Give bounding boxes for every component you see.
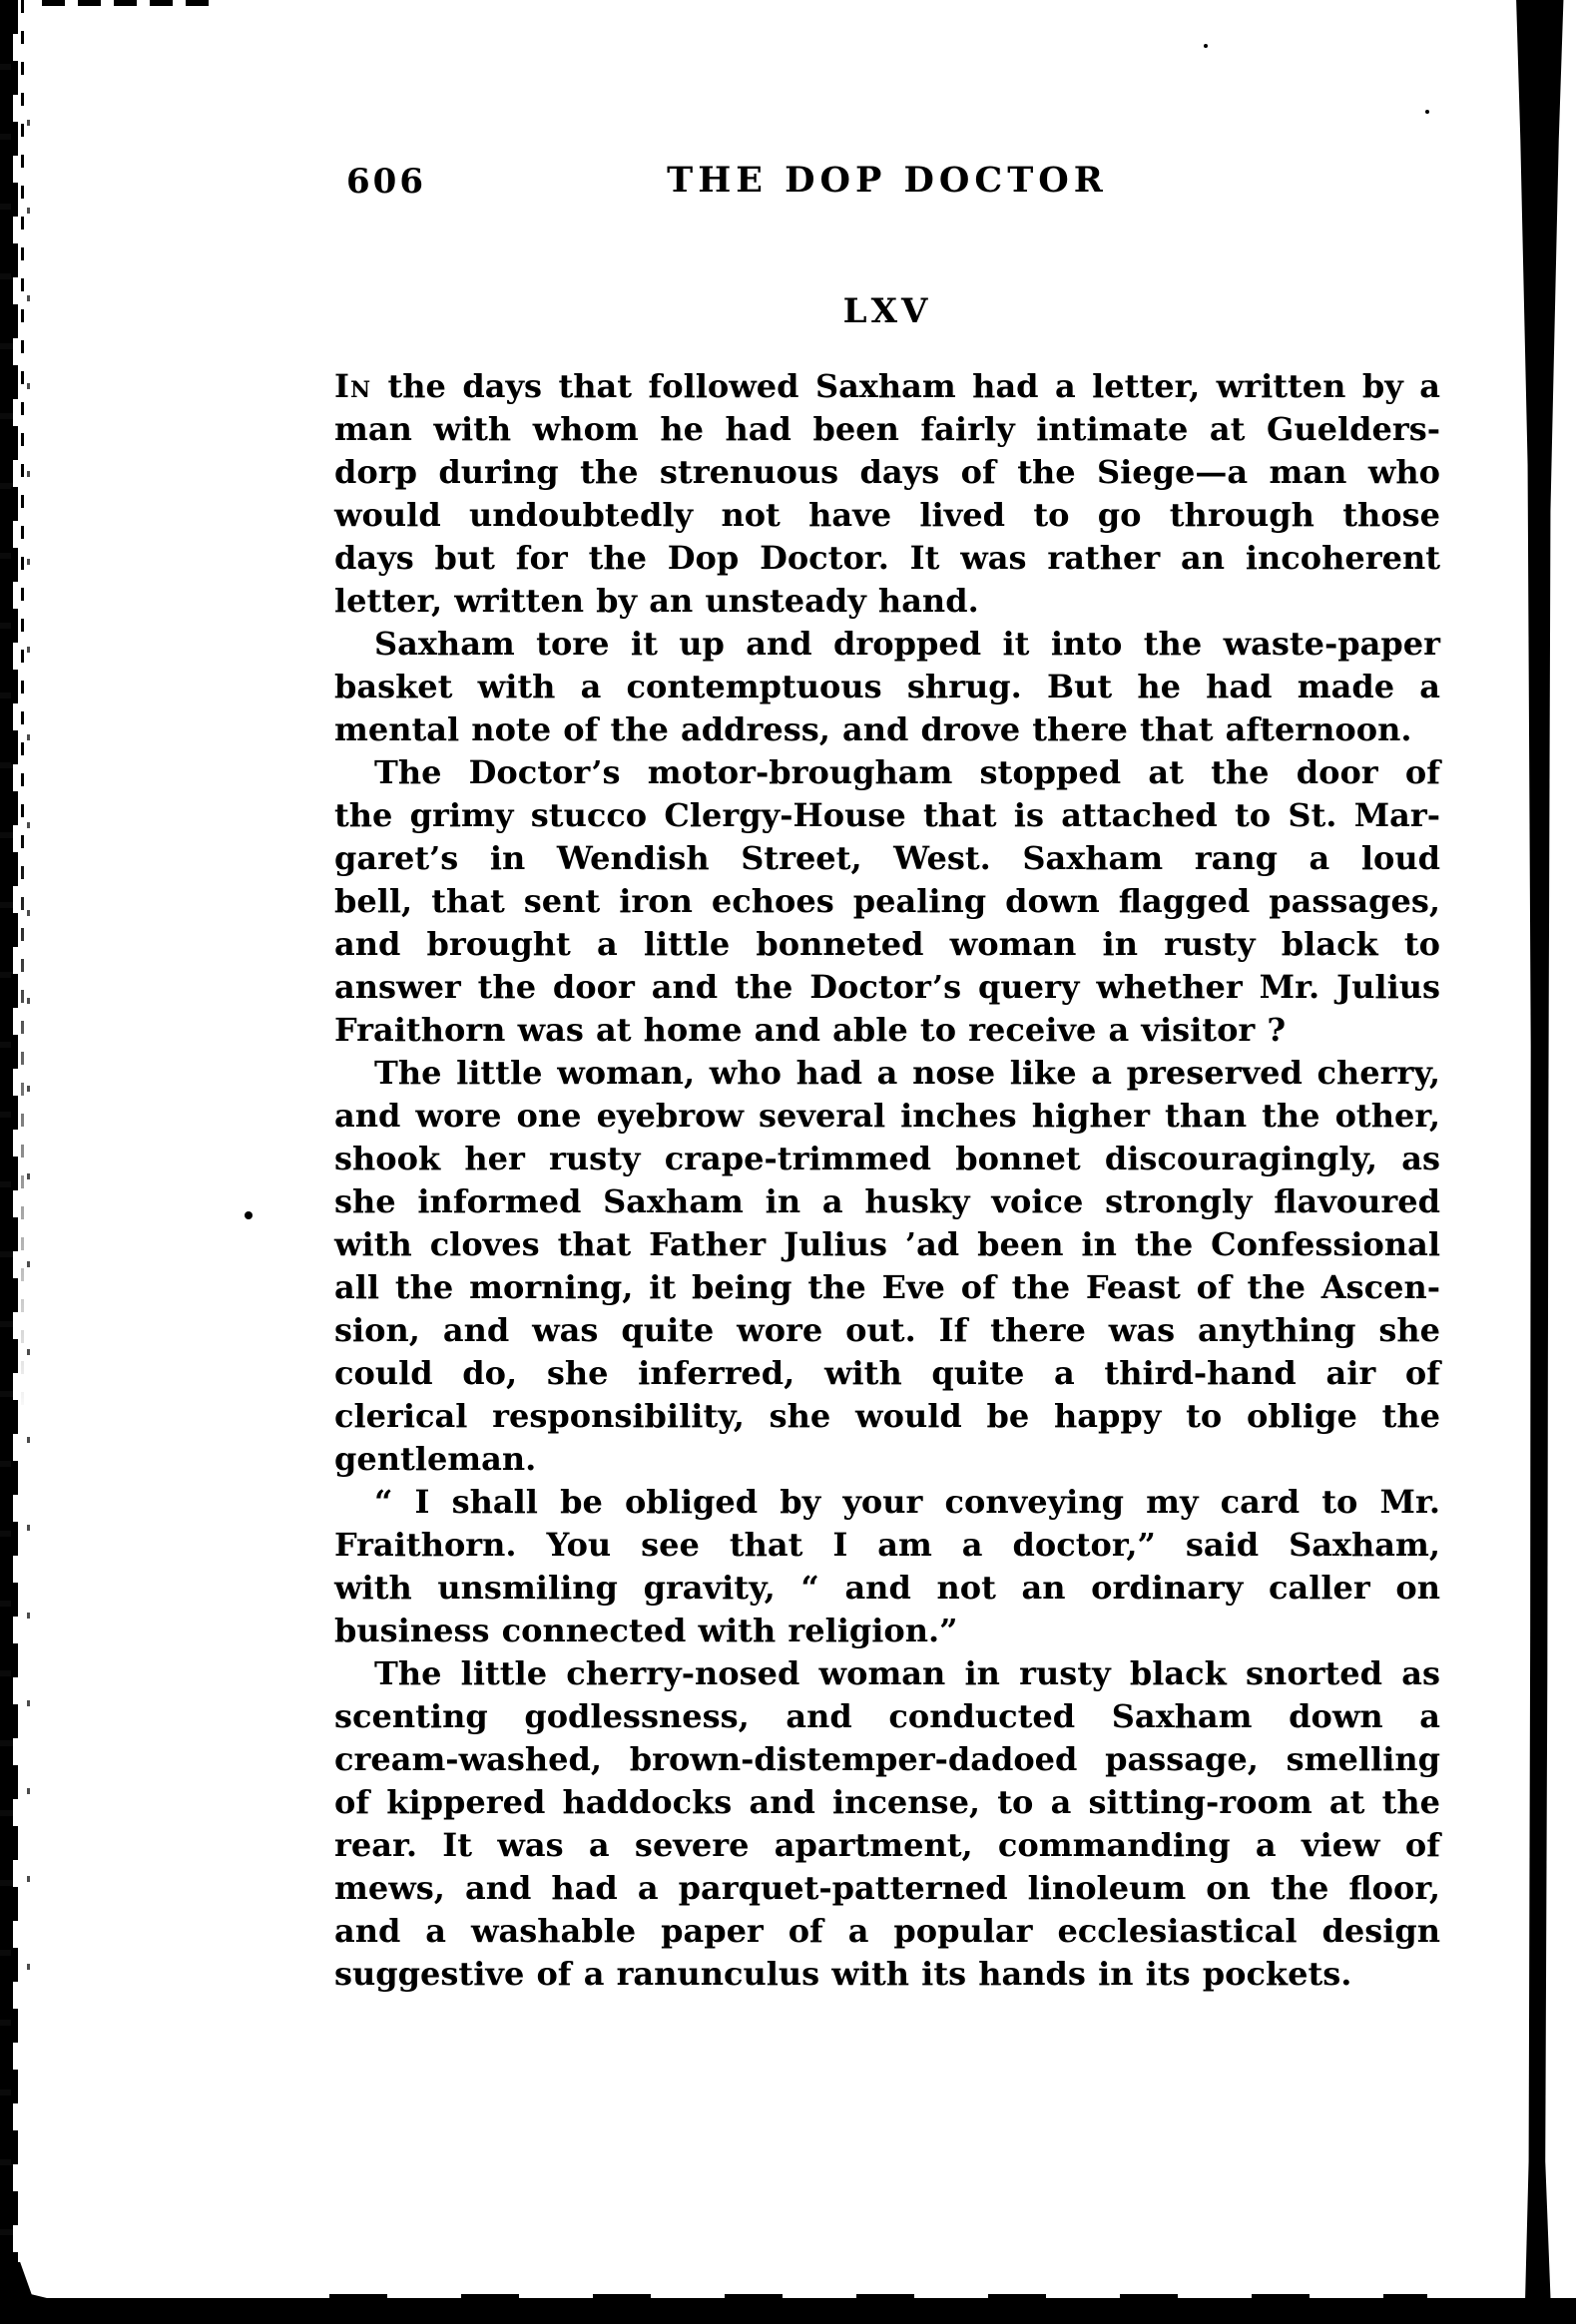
text-line: and wore one eyebrow several inches higher than the other, [334,1097,1440,1135]
ink-speck [1204,44,1208,48]
text-line: clerical responsibility, she would be happy to oblige the [334,1397,1440,1435]
running-title: THE DOP DOCTOR [667,160,1108,201]
paragraph [334,623,1440,751]
page-number: 606 [346,162,426,202]
text-line: cream-washed, brown-distemper-dadoed passage, smelling [334,1740,1440,1778]
paragraph [334,365,1440,623]
text-line: the grimy stucco Clergy-House that is attached to St. Mar- [334,796,1440,834]
text-line: suggestive of a ranunculus with its hands in its pockets. [334,1955,1352,1993]
small-caps-lead: In [334,367,372,405]
text-line: basket with a contemptuous shrug. But he had made a [334,668,1440,705]
paragraph [334,1481,1440,1652]
body-text [334,365,1440,1996]
text-line: The Doctor’s motor-brougham stopped at the door of [374,753,1440,791]
text-line: dorp during the strenuous days of the Siege—a man who [334,453,1440,491]
text-line: of kippered haddocks and incense, to a sitting-room at the [334,1783,1440,1821]
text-line: days but for the Dop Doctor. It was rather an incoherent [334,539,1440,577]
running-header [334,160,1440,208]
text-line: “ I shall be obliged by your conveying my card to Mr. [374,1483,1440,1521]
text-line: rear. It was a severe apartment, commanding a view of [334,1826,1440,1864]
text-line: mental note of the address, and drove there that afternoon. [334,710,1412,748]
ink-speck [1425,110,1429,114]
text-line: with cloves that Father Julius ’ad been in the Confessional [334,1225,1440,1263]
text-line: could do, she inferred, with quite a third-hand air of [334,1354,1440,1392]
paragraph [334,1652,1440,1996]
paragraph [334,751,1440,1052]
scan-left-specks [27,120,30,2016]
text-line: mews, and had a parquet-patterned linoleum on the floor, [334,1869,1440,1907]
text-line: Saxham tore it up and dropped it into the waste-paper [374,625,1440,663]
scan-bottom-bar [0,2298,1576,2324]
text-line: and a washable paper of a popular ecclesiastical design [334,1912,1440,1950]
text-line: Fraithorn. You see that I am a doctor,” said Saxham, [334,1526,1440,1564]
text-line: gentleman. [334,1440,537,1478]
scan-top-dash-marks [42,0,220,6]
text-line: sion, and was quite wore out. If there was anything she [334,1311,1440,1349]
text-line: scenting godlessness, and conducted Saxham down a [334,1697,1440,1735]
text-line: would undoubtedly not have lived to go through those [334,496,1440,534]
text-line: shook her rusty crape-trimmed bonnet discouragingly, as [334,1140,1440,1177]
text-line: letter, written by an unsteady hand. [334,582,979,620]
scan-left-dashline [21,0,24,1497]
text-line: answer the door and the Doctor’s query whether Mr. Julius [334,968,1440,1006]
text-line: The little cherry-nosed woman in rusty black snorted as [374,1654,1440,1692]
text-line: Fraithorn was at home and able to receive a visitor ? [334,1011,1287,1049]
text-line: man with whom he had been fairly intimate at Guelders- [334,410,1440,448]
scan-edge-right [1513,0,1565,2324]
text-line: all the morning, it being the Eve of the Feast of the Ascen- [334,1268,1440,1306]
text-line: garet’s in Wendish Street, West. Saxham rang a loud [334,839,1440,877]
text-line: The little woman, who had a nose like a preserved cherry, [374,1054,1440,1092]
scan-edge-left-ragged [11,0,18,2324]
text-line: with unsmiling gravity, “ and not an ordinary caller on [334,1569,1440,1607]
text-line: she informed Saxham in a husky voice strongly flavoured [334,1182,1440,1220]
text-line: bell, that sent iron echoes pealing down flagged passages, [334,882,1440,920]
text-line: In the days that followed Saxham had a letter, written by a [334,367,1440,405]
chapter-heading: LXV [842,291,932,331]
text-line: and brought a little bonneted woman in rusty black to [334,925,1440,963]
text-line: business connected with religion.” [334,1612,958,1649]
ink-speck [245,1211,253,1219]
paragraph [334,1052,1440,1481]
